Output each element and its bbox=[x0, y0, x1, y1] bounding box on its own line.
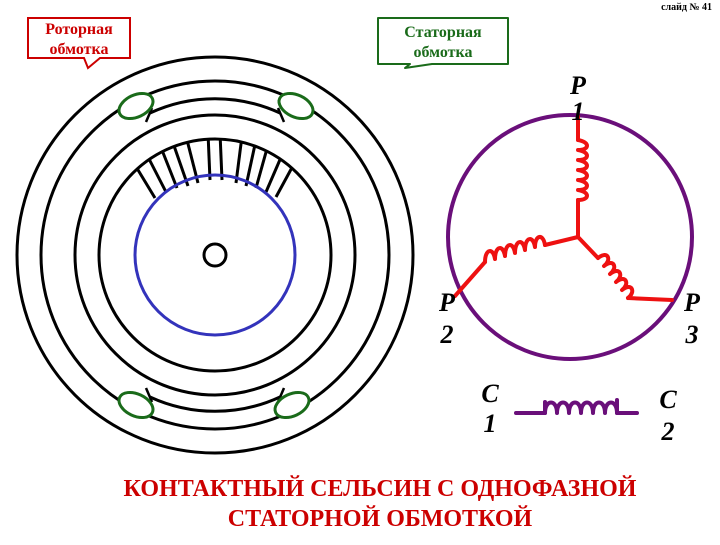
p2-lead bbox=[455, 262, 485, 296]
slide-number: слайд № 41 bbox=[661, 2, 712, 13]
p3-lead bbox=[628, 298, 672, 300]
c2-lead bbox=[617, 400, 637, 413]
rotor-callout-line2: обмотка bbox=[49, 41, 109, 58]
stator-ring bbox=[41, 81, 389, 429]
shaft bbox=[204, 244, 226, 266]
p1-coil bbox=[578, 140, 587, 200]
label-c1-letter: С bbox=[481, 379, 499, 408]
label-p2-number: 2 bbox=[440, 320, 454, 349]
slide-title-line2: СТАТОРНОЙ ОБМОТКОЙ bbox=[227, 506, 533, 532]
p2-center-lead bbox=[545, 237, 578, 245]
stator-star-winding bbox=[455, 116, 672, 300]
label-p3-letter: Р bbox=[684, 288, 700, 317]
rotor-callout-line1: Роторная bbox=[45, 21, 113, 38]
rotor-slots bbox=[135, 133, 295, 198]
label-p3-number: 3 bbox=[685, 320, 699, 349]
stator-callout-line2: обмотка bbox=[413, 44, 473, 61]
label-p2-letter: Р bbox=[439, 288, 455, 317]
label-p1-number: 1 bbox=[571, 97, 585, 126]
rotor-winding-callout bbox=[28, 18, 130, 68]
label-c1-number: 1 bbox=[483, 409, 497, 438]
stator-callout-line1: Статорная bbox=[404, 24, 482, 41]
bottom-slip-ring-outer bbox=[150, 397, 280, 411]
p2-coil bbox=[485, 237, 545, 262]
label-c2-letter: С bbox=[659, 385, 677, 414]
inner-stator-ring bbox=[75, 115, 355, 395]
rotor-circle bbox=[135, 175, 295, 335]
p3-center-lead bbox=[578, 237, 598, 258]
single-phase-winding bbox=[516, 400, 637, 413]
top-slip-ring-outer bbox=[150, 99, 280, 113]
p3-coil bbox=[598, 255, 632, 298]
c-coil bbox=[545, 403, 617, 414]
label-p1-letter: Р bbox=[570, 71, 586, 100]
stator-winding-callout bbox=[378, 18, 508, 68]
c1-lead bbox=[516, 402, 545, 413]
slide-title-line1: КОНТАКТНЫЙ СЕЛЬСИН С ОДНОФАЗНОЙ bbox=[123, 476, 637, 502]
label-c2-number: 2 bbox=[661, 417, 675, 446]
